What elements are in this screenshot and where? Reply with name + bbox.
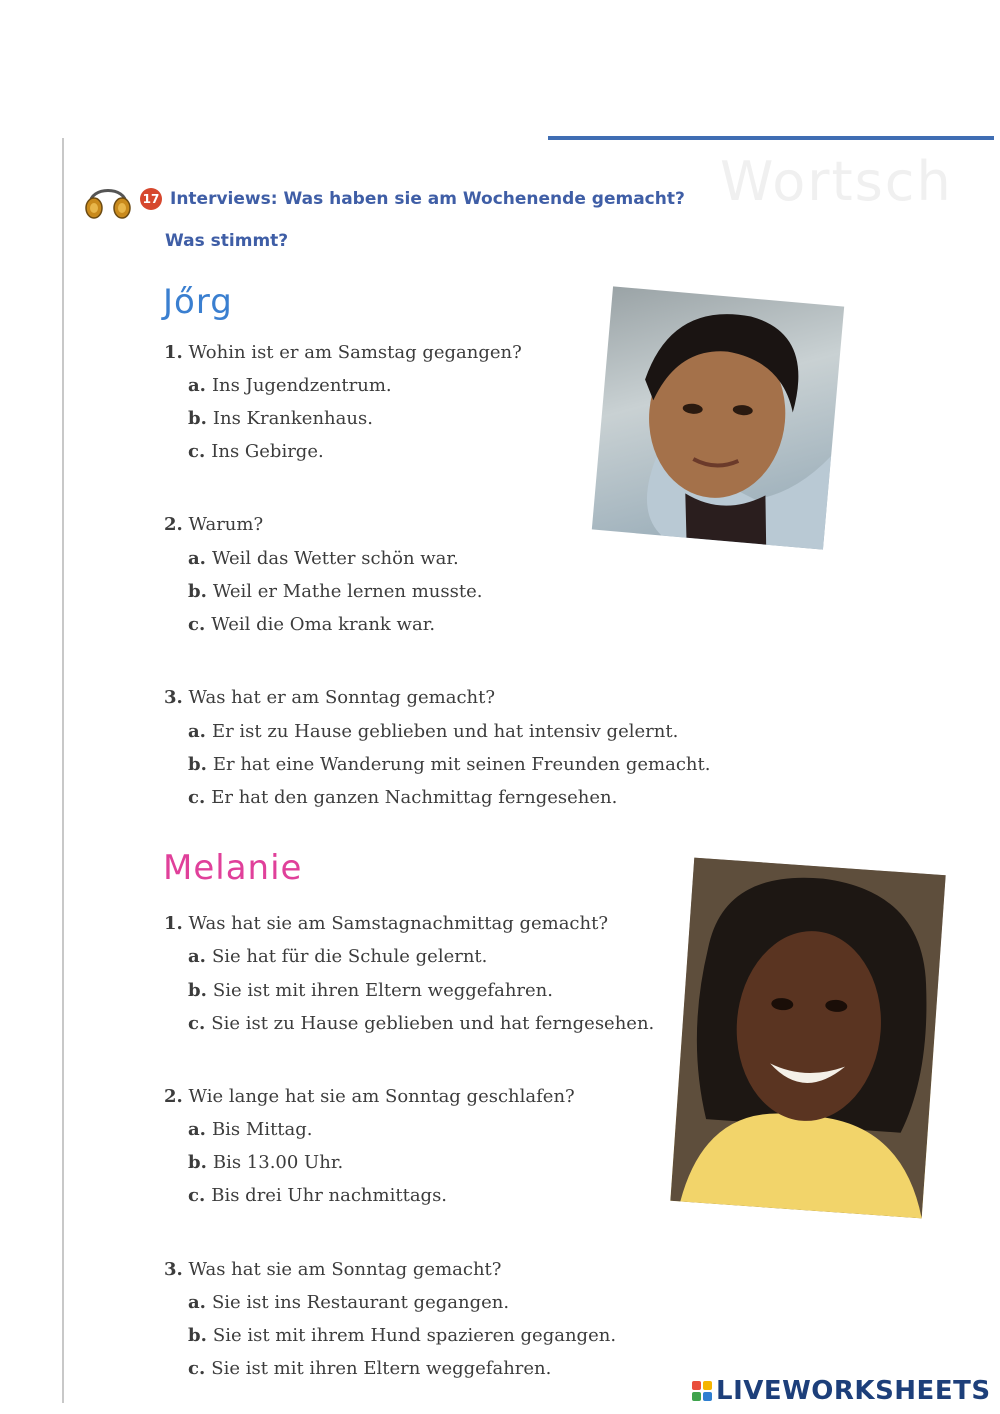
melanie-q3-option-c[interactable]: c. Sie ist mit ihren Eltern weggefahren. xyxy=(188,1358,552,1379)
melanie-q1-option-b[interactable]: b. Sie ist mit ihren Eltern weggefahren. xyxy=(188,980,553,1001)
question-text: Warum? xyxy=(188,514,264,535)
joerg-question-1 xyxy=(164,342,522,363)
exercise-subtitle: Was stimmt? xyxy=(165,231,289,251)
melanie-q1-option-c[interactable]: c. Sie ist zu Hause geblieben und hat ferngesehen. xyxy=(188,1013,655,1034)
melanie-q3-option-b[interactable]: b. Sie ist mit ihrem Hund spazieren gegangen. xyxy=(188,1325,617,1346)
melanie-q2-option-a[interactable]: a. Bis Mittag. xyxy=(188,1119,313,1140)
melanie-name-heading: Melanie xyxy=(163,848,303,888)
joerg-question-2 xyxy=(164,514,263,535)
joerg-q3-option-b[interactable]: b. Er hat eine Wanderung mit seinen Freunden gemacht. xyxy=(188,754,711,775)
melanie-q2-option-b[interactable]: b. Bis 13.00 Uhr. xyxy=(188,1152,344,1173)
question-number: 1. xyxy=(164,342,183,363)
question-text: Wie lange hat sie am Sonntag geschlafen? xyxy=(188,1086,575,1107)
liveworksheets-logo-icon xyxy=(692,1381,712,1401)
melanie-question-2 xyxy=(164,1086,575,1107)
ghost-bleed-text: Wortsch xyxy=(720,150,953,213)
joerg-q3-option-a[interactable]: a. Er ist zu Hause geblieben und hat intensiv gelernt. xyxy=(188,721,679,742)
joerg-question-3 xyxy=(164,687,495,708)
question-number: 2. xyxy=(164,1086,183,1107)
melanie-portrait-illustration xyxy=(670,858,945,1219)
joerg-photo xyxy=(592,286,844,549)
joerg-portrait-illustration xyxy=(592,286,844,549)
joerg-q2-option-a[interactable]: a. Weil das Wetter schön war. xyxy=(188,548,459,569)
melanie-q3-option-a[interactable]: a. Sie ist ins Restaurant gegangen. xyxy=(188,1292,510,1313)
joerg-q2-option-c[interactable]: c. Weil die Oma krank war. xyxy=(188,614,436,635)
question-number: 3. xyxy=(164,1259,183,1280)
question-number: 2. xyxy=(164,514,183,535)
exercise-title: Interviews: Was haben sie am Wochenende gemacht? xyxy=(170,189,685,209)
question-text: Was hat er am Sonntag gemacht? xyxy=(188,687,496,708)
exercise-number-badge: 17 xyxy=(140,188,162,210)
question-number: 1. xyxy=(164,913,183,934)
question-number: 3. xyxy=(164,687,183,708)
top-rule xyxy=(548,136,994,140)
joerg-q3-option-c[interactable]: c. Er hat den ganzen Nachmittag ferngesehen. xyxy=(188,787,618,808)
joerg-q1-option-c[interactable]: c. Ins Gebirge. xyxy=(188,441,324,462)
headphones-icon xyxy=(82,178,134,220)
question-text: Was hat sie am Samstagnachmittag gemacht? xyxy=(188,913,608,934)
melanie-photo xyxy=(670,858,945,1219)
page-left-border xyxy=(62,138,64,1403)
question-text: Wohin ist er am Samstag gegangen? xyxy=(188,342,522,363)
melanie-question-1 xyxy=(164,913,608,934)
question-text: Was hat sie am Sonntag gemacht? xyxy=(188,1259,502,1280)
joerg-name-heading: Jőrg xyxy=(163,282,233,322)
melanie-question-3 xyxy=(164,1259,501,1280)
melanie-q2-option-c[interactable]: c. Bis drei Uhr nachmittags. xyxy=(188,1185,448,1206)
logo-text: LIVEWORKSHEETS xyxy=(716,1376,991,1406)
joerg-q2-option-b[interactable]: b. Weil er Mathe lernen musste. xyxy=(188,581,483,602)
joerg-q1-option-a[interactable]: a. Ins Jugendzentrum. xyxy=(188,375,392,396)
melanie-q1-option-a[interactable]: a. Sie hat für die Schule gelernt. xyxy=(188,946,488,967)
joerg-q1-option-b[interactable]: b. Ins Krankenhaus. xyxy=(188,408,373,429)
liveworksheets-logo xyxy=(692,1376,991,1406)
exercise-header xyxy=(82,178,685,220)
